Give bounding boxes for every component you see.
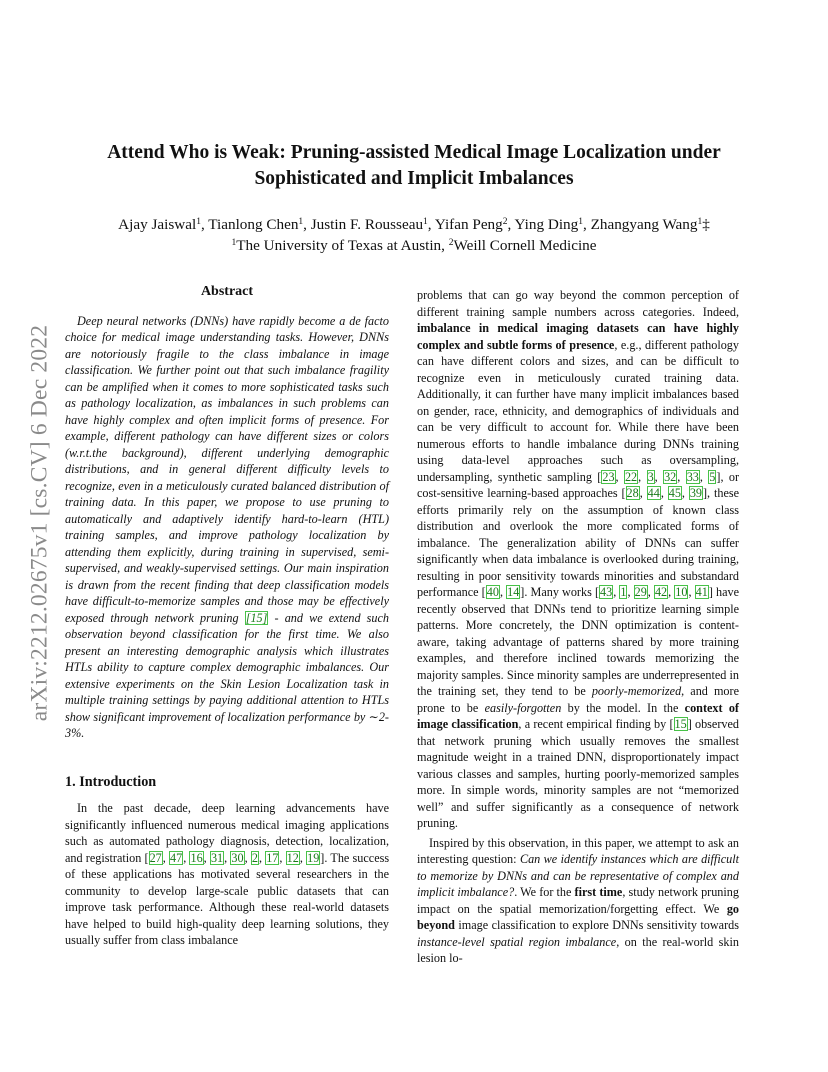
text-run: , — [613, 585, 620, 599]
citation-link[interactable]: 19 — [307, 850, 320, 865]
text-run: In the past decade, deep learning advancements have significantly influenced numerous medical imaging applications such as automated pathology diagnosis, detection, localization, and registration [ — [65, 801, 389, 865]
text-run: , — [258, 850, 266, 865]
arxiv-sidebar — [22, 288, 58, 758]
affiliation-marker: 2 — [502, 217, 508, 227]
citation-link[interactable]: 29 — [634, 585, 647, 599]
text-run: - and we extend such observation beyond classification for the first time. We also present an interesting demographic analysis which illustrates HTLs ability to capture complex demographic imbalances. Our extensive experiments on the Skin Lesion Localization task in multiple training settings by paying additional attention to HTLs show significant improvement of localization performance by ∼2-3%. — [65, 610, 389, 740]
text-run: Inspired by this observation, in this paper, we attempt to ask an interesting question: — [417, 835, 739, 866]
citation-link[interactable]: 32 — [664, 469, 677, 484]
arxiv-identifier: arXiv:2212.02675v1 [cs.CV] 6 Dec 2022 — [26, 324, 53, 722]
citation-link[interactable]: 16 — [190, 850, 203, 865]
affiliation-number: 2 — [448, 238, 454, 248]
text-run: , — [279, 850, 286, 865]
text-run: , — [162, 850, 170, 865]
citation-link[interactable]: 45 — [668, 486, 681, 500]
citation-link[interactable]: 22 — [624, 469, 638, 484]
citation-link[interactable]: 41 — [695, 585, 708, 599]
intro-paragraph-1 — [65, 800, 389, 949]
text-run: , — [224, 850, 231, 865]
citation-link[interactable]: 14 — [507, 585, 520, 599]
text-run: image classification to explore DNNs sensitivity towards — [454, 918, 739, 932]
text-run: , — [688, 585, 695, 599]
text-run: , — [244, 850, 251, 865]
text-run: problems that can go way beyond the common perception of different training sample numbers across categories. Indeed, — [417, 288, 739, 319]
left-column — [65, 284, 389, 949]
text-run: , study network pruning impact on the spatial memorization/forgetting effect. We — [417, 885, 739, 916]
affiliation-name: The University of Texas at Austin — [236, 237, 442, 254]
paper-title — [60, 140, 768, 192]
italic-text: poorly-memorized — [591, 684, 682, 698]
text-run: by the model. In the — [561, 700, 685, 715]
text-run: , — [183, 850, 190, 865]
author-name: Zhangyang Wang — [590, 216, 698, 233]
intro-paragraph-2 — [417, 835, 739, 967]
citation-link[interactable]: 1 — [620, 585, 627, 599]
text-run: ]. The success of these applications has motivated several researchers in the community to develop large-scale public datasets that can improve task performance. Although these real-world datasets have helped to build high-quality deep learning solutions, they usually suffer from class imbalance — [65, 850, 390, 947]
text-run: , — [654, 469, 664, 484]
abstract-heading: Abstract — [200, 284, 254, 299]
citation-link[interactable]: 31 — [210, 850, 224, 865]
citation-link[interactable]: 3 — [647, 469, 654, 484]
text-run: , — [299, 850, 307, 865]
citation-link[interactable]: [15] — [245, 610, 268, 625]
citation-link[interactable]: 39 — [689, 486, 702, 500]
text-run: , — [681, 486, 689, 500]
title-line-2: Sophisticated and Implicit Imbalances — [254, 168, 574, 189]
author-name: Ajay Jaiswal — [118, 216, 197, 233]
citation-link[interactable]: 42 — [654, 585, 668, 599]
right-column — [417, 287, 739, 967]
text-run: . We for the — [514, 885, 575, 899]
text-run: , — [627, 585, 634, 599]
text-run: , — [668, 585, 675, 599]
text-run: , — [647, 585, 654, 599]
author-name: Justin F. Rousseau — [310, 216, 424, 233]
author-list: Ajay Jaiswal$^1$, Tianlong Chen$^1$, Justin F. Rousseau$^1$, Yifan Peng$^2$, Ying Ding$^1$, Zhangyang Wang$^1$‡ — [118, 216, 710, 233]
text-run: ] have recently observed that DNNs tend to prioritize learning simple patterns. More concretely, the DNN optimization is content-aware, taking advantage of patterns shared by more training examples, and therefore inclined towards memorizing the majority samples. Since minority samples are underrepresented in the training set, they tend to be — [417, 585, 739, 698]
author-name: Ying Ding — [514, 216, 579, 233]
affiliation-name: Weill Cornell Medicine — [453, 237, 597, 254]
affiliation-marker: 1 — [578, 217, 583, 227]
citation-link[interactable]: 44 — [647, 486, 660, 500]
bold-text: imbalance in medical imaging datasets can have highly complex and subtle forms of presence — [417, 321, 739, 352]
citation-link[interactable]: 40 — [486, 585, 499, 599]
introduction-heading: 1. Introduction — [65, 773, 157, 790]
bold-text: context of image classification — [417, 700, 739, 731]
citation-link[interactable]: 2 — [251, 850, 258, 865]
affiliation-marker: 1 — [196, 217, 201, 227]
citation-link[interactable]: 27 — [149, 850, 162, 865]
author-name: Tianlong Chen — [208, 216, 299, 233]
citation-link[interactable]: 30 — [231, 850, 244, 865]
text-run: ], or cost-sensitive learning-based approaches [ — [417, 469, 740, 500]
text-run: , — [639, 486, 647, 500]
text-run: , — [499, 585, 507, 599]
affiliation-number: 1 — [231, 238, 237, 248]
text-run: , — [677, 469, 686, 484]
text-run: , — [615, 469, 624, 484]
citation-link[interactable]: 5 — [709, 469, 716, 484]
text-run: , and more prone to be — [417, 684, 739, 715]
text-run: , — [203, 850, 210, 865]
title-line-1: Attend Who is Weak: Pruning-assisted Medical Image Localization under — [107, 142, 721, 163]
citation-link[interactable]: 28 — [626, 486, 639, 500]
corresponding-author-mark: ‡ — [702, 216, 710, 233]
affiliation-list: $^1$The University of Texas at Austin, $^2$Weill Cornell Medicine — [231, 237, 597, 254]
italic-text: easily-forgotten — [484, 700, 562, 715]
author-name: Yifan Peng — [434, 216, 503, 233]
text-run: , a recent empirical finding by [ — [518, 717, 674, 731]
abstract-body — [65, 313, 389, 742]
italic-text: Can we identify instances which are difficult to memorize by DNNs and can be representative of complex and implicit imbalance? — [417, 852, 739, 899]
citation-link[interactable]: 10 — [675, 585, 688, 599]
text-run: , — [638, 469, 647, 484]
text-run: ]. Many works [ — [520, 585, 599, 599]
italic-text: instance-level spatial region imbalance — [417, 934, 617, 949]
affiliation-marker: 1 — [298, 217, 304, 227]
citation-link[interactable]: 15 — [674, 717, 687, 731]
text-run: , e.g., different pathology can have different colors and sizes, and can be difficult to recognize even in meticulously curated training data. Additionally, it can further have many implicit imbalances based on gender, race, ethnicity, and demographics of individuals and can be very difficult to account for. While there have been numerous efforts to handle imbalance during DNNs training using data-level approaches such as oversampling, undersampling, synthetic sampling [ — [417, 337, 739, 484]
citation-link[interactable]: 43 — [600, 585, 613, 599]
intro-paragraph-continued — [417, 287, 739, 832]
text-run: , — [660, 486, 668, 500]
text-run: ] observed that network pruning which usually removes the smallest magnitude weight in a trained DNN, disproportionately impact various classes and samples, hurting poorly-memorized samples more. In simple words, minority samples are not “memorized well” and suffer significantly as a consequence of network pruning. — [417, 717, 739, 830]
text-run: ], these efforts primarily rely on the assumption of known class distribution and overlook the more complicated forms of imbalance. The generalization ability of DNNs can suffer significantly when data imbalance is overlooked during training, resulting in poor sensitivity towards minorities and substandard performance [ — [417, 486, 740, 599]
citation-link[interactable]: 33 — [686, 469, 699, 484]
text-run: , on the real-world skin lesion lo- — [417, 934, 739, 965]
text-run: , — [699, 469, 709, 484]
citation-link[interactable]: 17 — [266, 850, 279, 865]
affiliation-marker: 1 — [697, 217, 703, 227]
bold-text: first time — [574, 885, 623, 899]
citation-link[interactable]: 12 — [286, 850, 299, 865]
bold-text: go beyond — [417, 901, 739, 932]
affiliation-marker: 1 — [423, 217, 428, 227]
citation-link[interactable]: 23 — [602, 469, 615, 484]
text-run: Deep neural networks (DNNs) have rapidly become a de facto choice for medical image understanding tasks. However, DNNs are notoriously fragile to the class imbalance in image classification. We further point out that such imbalance fragility can be amplified when it comes to more sophisticated tasks such as pathology localization, as imbalances in such problems can have highly complex and often implicit forms of presence. For example, different pathology can have different sizes or colors (w.r.t.the background), different underlying demographic distributions, and in general different difficulty levels to recognize, even in a meticulously curated balanced distribution of training data. In this paper, we propose to use pruning to automatically and adaptively identify hard-to-learn (HTL) training samples, and improve pathology localization by attending them explicitly, during training in supervised, semi-supervised, and weakly-supervised settings. Our main inspiration is drawn from the recent finding that deep classification models have difficult-to-memorize samples and those may be effectively exposed through network pruning — [65, 313, 389, 625]
citation-link[interactable]: 47 — [170, 850, 183, 865]
